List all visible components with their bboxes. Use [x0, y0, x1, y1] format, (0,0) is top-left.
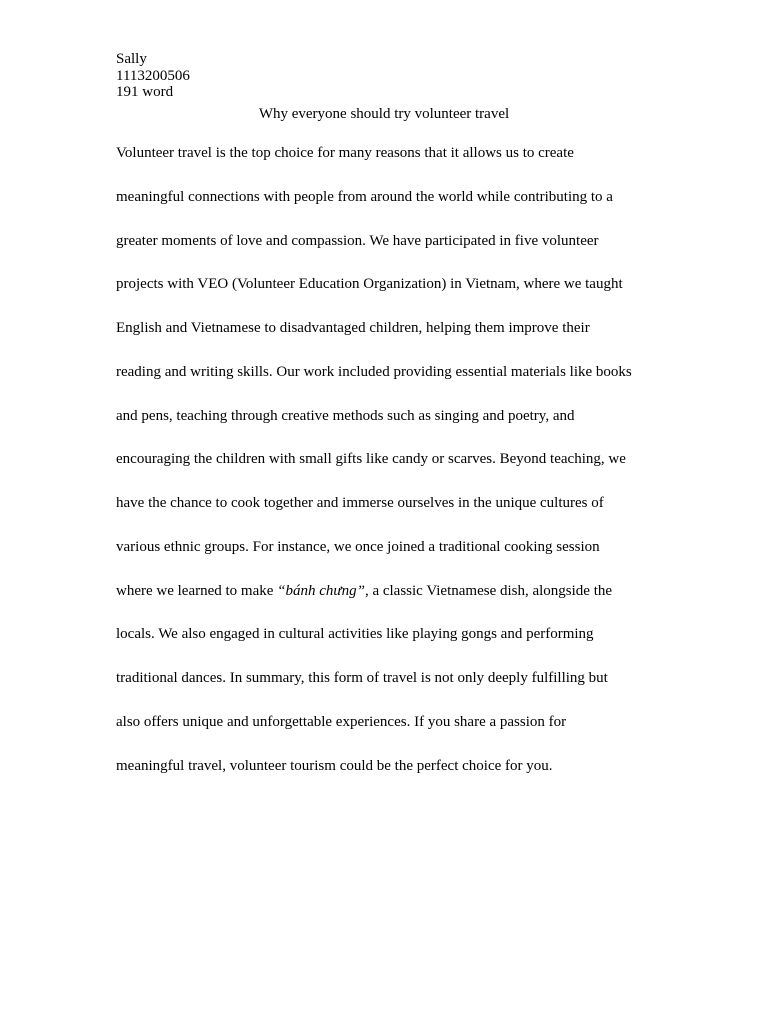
body-line: projects with VEO (Volunteer Education Organization) in Vietnam, where we taught	[116, 276, 623, 293]
body-line: Volunteer travel is the top choice for many reasons that it allows us to create	[116, 145, 574, 161]
body-line: meaningful connections with people from around the world while contributing to a	[116, 188, 613, 205]
author-header	[116, 51, 190, 101]
author-name: Sally	[116, 51, 147, 67]
body-line: English and Vietnamese to disadvantaged children, helping them improve their	[116, 320, 590, 336]
student-id: 1113200506	[116, 67, 190, 84]
dish-name-italic: “bánh chưng”	[277, 582, 365, 599]
line-text-after: , a classic Vietnamese dish, alongside the	[364, 582, 613, 599]
body-line: meaningful travel, volunteer tourism could be the perfect choice for you.	[116, 757, 553, 774]
body-line: reading and writing skills. Our work included providing essential materials like books	[116, 363, 632, 380]
line-text-before: where we learned to make	[116, 582, 278, 599]
essay-body	[116, 144, 676, 800]
body-line: also offers unique and unforgettable experiences. If you share a passion for	[116, 713, 567, 730]
body-line: have the chance to cook together and immerse ourselves in the unique cultures of	[116, 495, 604, 511]
body-line: greater moments of love and compassion. We have participated in five volunteer	[116, 232, 599, 249]
body-line: traditional dances. In summary, this form of travel is not only deeply fulfilling but	[116, 670, 608, 686]
body-line: various ethnic groups. For instance, we once joined a traditional cooking session	[116, 538, 600, 555]
essay-title	[0, 105, 768, 123]
body-line-with-dish-name	[116, 582, 676, 626]
essay-title-text: Why everyone should try volunteer travel	[258, 106, 510, 122]
body-line: encouraging the children with small gifts like candy or scarves. Beyond teaching, we	[116, 451, 626, 468]
word-count: 191 word	[116, 84, 174, 100]
body-line: and pens, teaching through creative methods such as singing and poetry, and	[116, 407, 575, 424]
body-line: locals. We also engaged in cultural activities like playing gongs and performing	[116, 626, 594, 643]
